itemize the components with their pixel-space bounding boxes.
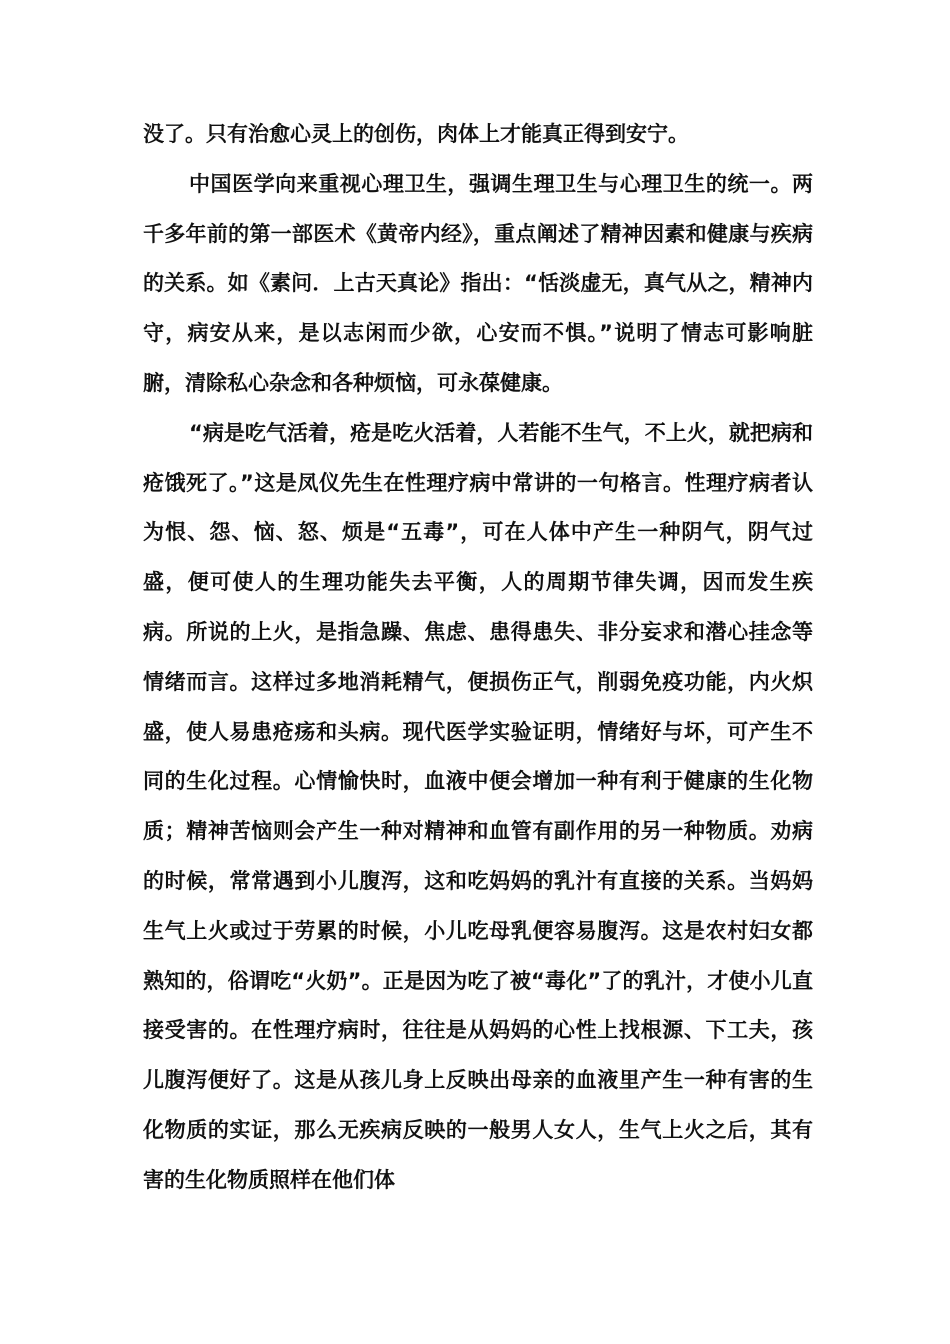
paragraph-continuation: 没了。只有治愈心灵上的创伤，肉体上才能真正得到安宁。 <box>143 122 689 146</box>
paragraph-emotion-and-illness: “病是吃气活着，疮是吃火活着，人若能不生气，不上火，就把病和疮饿死了。”这是凤仪先生在性理疗病中常讲的一句格言。性理疗病者认为恨、怨、恼、怒、烦是“五毒”，可在人体中产生一种阴气，阴气过盛，便可使人的生理功能失去平衡，人的周期节律失调，因而发生疾病。所说的上火，是指急躁、焦虑、患得患失、非分妄求和潜心挂念等情绪而言。这样过多地消耗精气，便损伤正气，削弱免疫功能，内火炽盛，使人易患疮疡和头病。现代医学实验证明，情绪好与坏，可产生不同的生化过程。心情愉快时，血液中便会增加一种有利于健康的生化物质；精神苦恼则会产生一种对精神和血管有副作用的另一种物质。劝病的时候，常常遇到小儿腹泻，这和吃妈妈的乳汁有直接的关系。当妈妈生气上火或过于劳累的时候，小儿吃母乳便容易腹泻。这是农村妇女都熟知的，俗谓吃“火奶”。正是因为吃了被“毒化”了的乳汁，才使小儿直接受害的。在性理疗病时，往往是从妈妈的心性上找根源、下工夫，孩儿腹泻便好了。这是从孩儿身上反映出母亲的血液里产生一种有害的生化物质的实证，那么无疾病反映的一般男人女人，生气上火之后，其有害的生化物质照样在他们体 <box>143 420 813 1192</box>
paragraph-chinese-medicine: 中国医学向来重视心理卫生，强调生理卫生与心理卫生的统一。两千多年前的第一部医术《黄帝内经》，重点阐述了精神因素和健康与疾病的关系。如《素问．上古天真论》指出：“恬淡虚无，真气从之，精神内守，病安从来，是以志闲而少欲，心安而不惧。”说明了情志可影响脏腑，清除私心杂念和各种烦恼，可永葆健康。 <box>143 171 813 395</box>
body-text <box>143 110 813 1206</box>
